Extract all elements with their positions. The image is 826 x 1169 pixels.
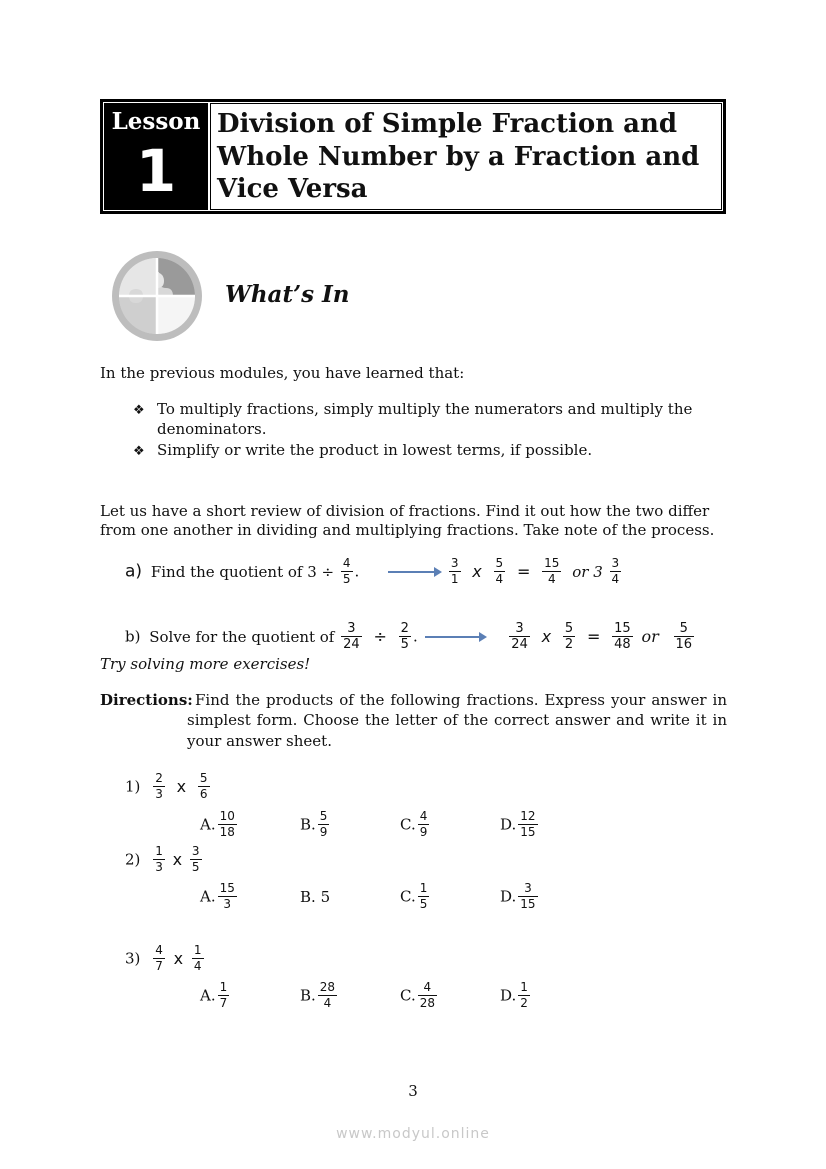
bullet-star-icon: ❖ [133,403,145,418]
option-a: A. $\frac{1}{7}$ [200,980,228,1010]
example-b-label: b) [125,627,141,646]
problem-1 [125,771,212,802]
review-line: Let us have a short review of division of fractions. Find it out how the two differ [100,502,710,520]
times-sign: x [176,777,187,796]
option-c: C. $\frac{4}{9}$ [400,809,428,839]
problem-3 [125,943,206,974]
fraction: $\frac{4}{28}$ [419,980,435,1010]
bullet-star-icon: ❖ [133,444,145,459]
example-a: a) Find the quotient of 3 ÷ $\frac{4}{5}$ . $\frac{3}{1}$ x $\frac{5}{4}$ = $\frac{15}{4}$ or 3 $\frac{3}{4}$ [125,556,620,586]
directions-label: Directions: [100,691,193,709]
fraction: $\frac{2}{3}$ [155,771,163,801]
lesson-title-box [210,103,722,210]
fraction: $\frac{4}{9}$ [419,809,428,839]
directions-line: Find the products of the following fractions. Express your answer in [195,691,727,709]
try-more-text: Try solving more exercises! [100,655,311,673]
or-text: or 3 [572,562,603,581]
times-sign: x [541,627,552,646]
directions-line: simplest form. Choose the letter of the correct answer and write it in [187,711,727,729]
fraction: $\frac{2}{5}$ [400,621,409,652]
example-a-label: a) [125,561,143,582]
fraction: $\frac{1}{3}$ [155,844,163,874]
times-sign: x [472,562,482,581]
fraction: $\frac{1}{2}$ [520,980,528,1010]
fraction: $\frac{3}{15}$ [520,881,536,911]
equals-sign: = [516,562,531,581]
page-number: 3 [408,1082,418,1100]
review-line: from one another in dividing and multiplying fractions. Take note of the process. [100,521,715,539]
problem-2 [125,844,204,875]
lesson-badge [104,103,208,210]
times-sign: x [173,949,184,968]
fraction: $\frac{4}{7}$ [155,943,163,973]
option-c: C. $\frac{1}{5}$ [400,881,428,911]
puzzle-icon [110,250,206,342]
fraction: $\frac{5}{2}$ [564,621,574,652]
fraction: $\frac{3}{1}$ [450,556,459,586]
section-title: What’s In [225,281,350,308]
fraction: $\frac{3}{5}$ [191,844,200,874]
fraction: $\frac{1}{4}$ [193,943,202,973]
fraction: $\frac{5}{6}$ [199,771,208,801]
fraction: $\frac{15}{3}$ [219,881,235,911]
example-b: b) Solve for the quotient of $\frac{3}{24}$ ÷ $\frac{2}{5}$ . $\frac{3}{24}$ x $\frac{5}{2}$ = $\frac{15}{48}$ or $\frac{5}{16}$ [125,621,693,652]
fraction: $\frac{5}{16}$ [675,621,693,652]
fraction: $\frac{5}{9}$ [319,809,328,839]
fraction: $\frac{1}{5}$ [419,881,428,911]
problem-number: 2) [125,850,141,869]
fraction: $\frac{5}{4}$ [495,556,504,586]
equals-sign: = [586,627,601,646]
lesson-title: Division of Simple Fraction and Whole Number by a Fraction and Vice Versa [217,109,700,204]
fraction: $\frac{1}{7}$ [219,980,228,1010]
option-b: B. $\frac{5}{9}$ [300,809,328,839]
fraction: $\frac{12}{15}$ [520,809,536,839]
intro-text: In the previous modules, you have learned that: [100,364,465,382]
divide-sign: ÷ [373,627,387,646]
lesson-word: Lesson [111,108,201,135]
bullet-line: Simplify or write the product in lowest terms, if possible. [157,441,593,459]
lesson-number: 1 [135,137,177,205]
fraction: $\frac{15}{4}$ [544,556,560,586]
directions-line: your answer sheet. [187,732,332,750]
or-text: or [641,627,659,646]
example-a-text: Find the quotient of 3 ÷ [150,562,335,581]
option-b: B. 5 [300,888,331,906]
fraction: $\frac{4}{5}$ [342,556,351,586]
fraction: $\frac{3}{24}$ [343,621,360,652]
watermark: www.modyul.online [336,1126,490,1142]
example-b-text: Solve for the quotient of [149,627,335,646]
fraction: $\frac{28}{4}$ [319,980,336,1010]
problem-number: 1) [125,777,141,796]
option-d: D. $\frac{12}{15}$ [500,809,536,839]
fraction: $\frac{3}{4}$ [611,556,620,586]
option-a: A. $\frac{15}{3}$ [200,881,235,911]
option-b: B. $\frac{28}{4}$ [300,980,336,1010]
option-a: A. $\frac{10}{18}$ [200,809,235,839]
option-c: C. $\frac{4}{28}$ [400,980,435,1010]
fraction: $\frac{15}{48}$ [614,621,631,652]
arrow-icon [425,636,485,638]
option-d: D. $\frac{3}{15}$ [500,881,536,911]
fraction: $\frac{3}{24}$ [511,621,528,652]
times-sign: x [172,850,183,869]
fraction: $\frac{10}{18}$ [219,809,235,839]
bullet-line: To multiply fractions, simply multiply the numerators and multiply the [157,400,693,418]
problem-number: 3) [125,949,141,968]
arrow-icon [388,571,440,573]
bullet-line: denominators. [157,420,267,438]
option-d: D. $\frac{1}{2}$ [500,980,528,1010]
